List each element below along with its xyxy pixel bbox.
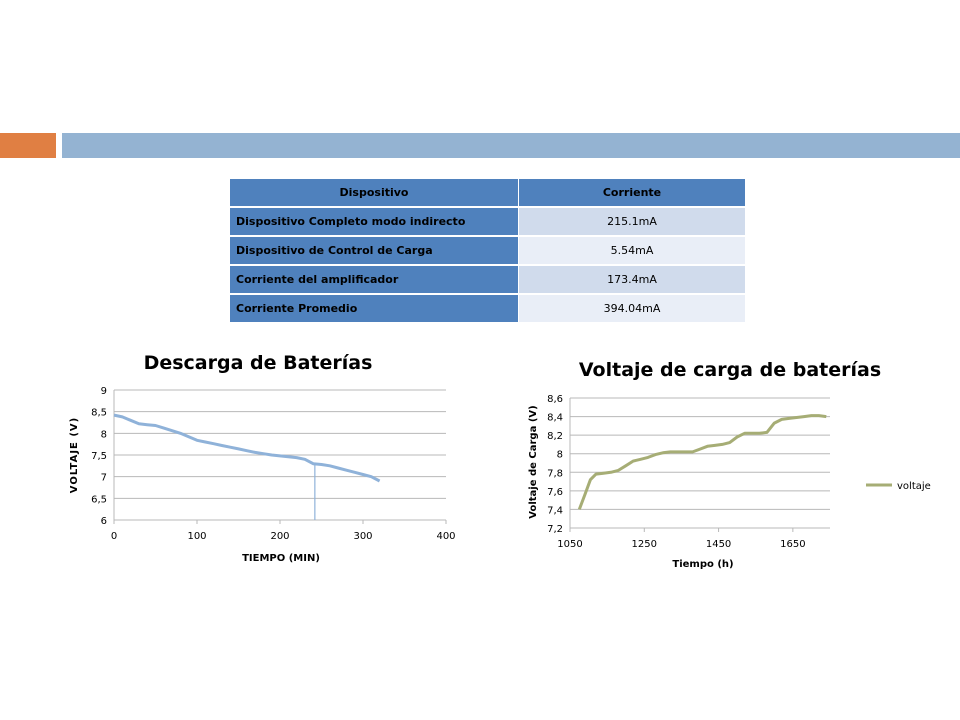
y-tick-label: 7,2 [547,524,563,535]
current-cell: 215.1mA [519,207,746,236]
y-tick-label: 8 [100,429,107,441]
x-tick-label: 400 [436,531,456,542]
x-tick-label: 1050 [557,539,583,550]
current-cell: 394.04mA [519,294,746,322]
y-tick-label: 8,5 [91,407,107,419]
x-tick-label: 1650 [780,539,806,550]
y-tick-label: 8 [556,449,563,461]
charge-chart [528,359,931,570]
header-corriente: Corriente [519,179,746,207]
device-cell: Dispositivo de Control de Carga [230,236,519,265]
discharge-x-axis-label: TIEMPO (MIN) [242,553,320,564]
charge-x-axis-label: Tiempo (h) [672,559,734,570]
y-tick-label: 7,6 [547,486,563,498]
current-cell: 5.54mA [519,236,746,265]
discharge-chart-title: Descarga de Baterías [143,352,373,374]
device-cell: Dispositivo Completo modo indirecto [230,207,519,236]
legend-label: voltaje [897,481,931,492]
y-tick-label: 8,6 [547,394,563,405]
y-tick-label: 9 [100,386,107,397]
discharge-series-line [114,415,380,481]
x-tick-label: 0 [110,531,118,542]
discharge-y-axis-label: VOLTAJE (V) [69,416,80,494]
y-tick-label: 6 [100,516,107,527]
x-tick-label: 1450 [705,539,732,550]
x-tick-label: 1250 [631,539,658,550]
x-tick-label: 300 [353,531,373,542]
y-tick-label: 7,4 [547,505,563,517]
device-cell: Corriente Promedio [230,294,519,322]
current-cell: 173.4mA [519,265,746,294]
y-tick-label: 7,5 [91,451,107,462]
y-tick-label: 7 [100,472,107,484]
charge-y-axis-label: Voltaje de Carga (V) [528,405,539,519]
y-tick-label: 8,4 [547,412,563,424]
x-tick-label: 200 [270,531,290,542]
charge-chart-title: Voltaje de carga de baterías [578,359,882,381]
y-tick-label: 8,2 [547,431,563,443]
y-tick-label: 6,5 [91,494,107,506]
x-tick-label: 100 [187,531,207,542]
discharge-chart [69,352,456,564]
charge-series-line [579,416,826,510]
header-dispositivo: Dispositivo [230,179,519,207]
device-cell: Corriente del amplificador [230,265,519,294]
y-tick-label: 7,8 [547,468,563,480]
